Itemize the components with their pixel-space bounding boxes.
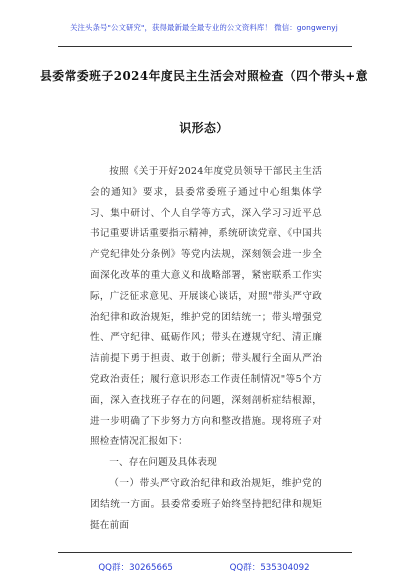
document-body bbox=[90, 162, 322, 536]
body-paragraph-intro: 按照《关于开好2024年度党员领导干部民主生活会的通知》要求，县委常委班子通过中心组集体学习、集中研讨、个人自学等方式，深入学习习近平总书记重要讲话重要指示精神，系统研读党章、《中国共产党纪律处分条例》等党内法规，深刻领会进一步全面深化改革的重大意义和战略部署，紧密联系工作实际，广泛征求意见、开展谈心谈话，对照"带头严守政治纪律和政治规矩，维护党的团结统一；带头增强党性、严守纪律、砥砺作风；带头在遵规守纪、清正廉洁前提下勇于担责、敢于创新；带头履行全面从严治党政治责任；履行意识形态工作责任制情况"等5个方面，深入查找班子存在的问题，深刻剖析症结根源，进一步明确了下步努力方向和整改措施。现将班子对照检查情况汇报如下： bbox=[90, 166, 322, 448]
section-heading: 一、存在问题及具体表现 bbox=[109, 457, 217, 469]
footer bbox=[0, 561, 408, 573]
footer-qq-group-2: QQ群：535304092 bbox=[229, 563, 310, 573]
document-title-line-1: 县委常委班子2024年度民主生活会对照检查（四个带头+意 bbox=[39, 69, 369, 83]
header-divider bbox=[58, 46, 352, 47]
footer-qq-group-1: QQ群：30265665 bbox=[98, 563, 173, 573]
body-paragraph-subsection: （一）带头严守政治纪律和政治规矩，维护党的团结统一方面。县委常委班子始终坚持把纪律和规矩挺在前面 bbox=[90, 477, 322, 531]
header-banner: 关注头条号"公文研究"，获得最新最全最专业的公文资料库！ 微信：gongwenyj bbox=[70, 23, 338, 32]
document-title-line-2: 识形态） bbox=[179, 121, 229, 135]
footer-divider bbox=[58, 552, 352, 553]
